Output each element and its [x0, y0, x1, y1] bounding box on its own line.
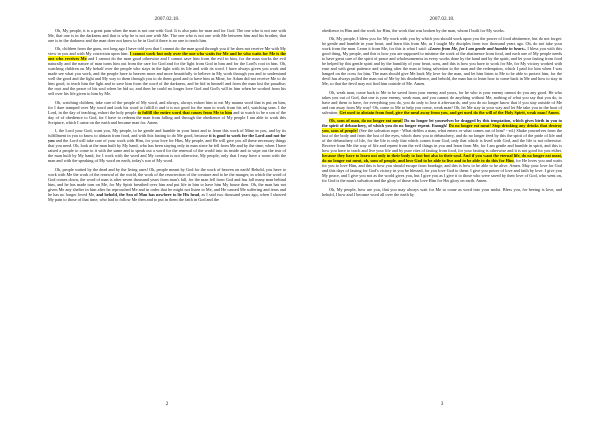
paragraph — [48, 28, 286, 43]
left-page-body — [48, 28, 286, 202]
text-run: I, the Lord your God, want you, My people, to be gentle and humble in your heart and to learn this work of Mine in you, and by its fulfillment in you to know to abstain from food, and with this fasting to do Me good, because — [48, 128, 286, 139]
text-run: Oh, children from the guns, not long ago I have told you that I cannot do the man good through you if he does not receive Me with My view in you and with My correction upon him. — [48, 46, 286, 57]
emphasis-run: and behold, the Son of Man has nowhere to lie His head — [96, 191, 200, 197]
text-run: and I cannot do the man good otherwise and I cannot save him from the evil in him, for the man works the evil naturally and the nature of man turns him out from the care for God and for the light from God in him and for the Lord's root in him. Oh, watching children on My behalf over the people who stays in the light with its life and with its word. I have always given you work and made see what you work, and the people have to heaven more and more beautifully to believe in My work through you and to understand well the good and the light and My way to them through you to do them good and to have him as Mine, for Adam did not receive Me to do him good, to teach him the light and to save him from the word of the darkness, and he hid in himself and from the man lost the paradise; the root and the peace of his soul when he hid so, and then he could no longer love God and God's will in him when he worked from his self over his life given to him by Me. — [48, 56, 286, 97]
text-run: I bless you with this good thing, My people, and this is how you are supposed to mistime the work of the abstinence from food, and each one of My people needs to have great care of the spirit of peace and wholesomeness in every works done by the hand and by the spirit, and let your fasting from food be helped by this gentle spirit and by the humility of your heart, sons, and this is how you have to work for Me, for My victory worked with ease and with great patience and waiting after the man to bring salvation to the man and the redemption, which I paid for him when I was hanged on the cross for him. The man should give Me back My love for the man, and let him listen to Me to be able to protect him, for the devil has always pulled the man out of Me by his disobedience, and behold, the man has to learn how to come back in Me and how to stay in Me, so that the devil may not find him outside of Me. Amen. — [322, 46, 562, 87]
paragraph — [322, 28, 562, 33]
emphasis-run: Oh, sons of man, do no longer eat meat! — [329, 118, 403, 124]
text-run: and to watch to be a son of the day of of obedience to God, for I have to redeem the man from falling and through the obedience of My people I am able to work this Scripture, which I came on the earth and became man for. Amen. — [48, 109, 287, 125]
paragraph — [322, 90, 562, 115]
emphasis-run: I cannot work but only over the one who waits for Me and he who waits for Me is the one who receives Me — [48, 51, 286, 62]
paragraph — [322, 36, 562, 86]
paragraph — [48, 128, 286, 163]
right-page-body — [322, 28, 562, 197]
paragraph — [322, 118, 562, 183]
emphasis-run: to fulfill the entire word that comes from Me to him — [137, 109, 233, 115]
text-run: Oh, My people, it is a great pain when the man is not one with God. It is also pain for man and for God. The one who is not one with Me, that one is in the darkness and that is why he is not one with Me. The one who is not one with Me between him and his brother, that one is in the darkness and the man does not know to be in God if there is no one to teach him. — [48, 28, 286, 44]
right-page-date: 2007.02.18. — [429, 16, 455, 22]
text-run: Oh, watching children, take care of the people of My word, and always, always exhort him to eat My manna word that is put on him, for I dare tramped over My word and took his word to fulfill it and it is not good for the man to work from his self, watching sons. I the Lord, in the day of teaching, exhort the holy people — [48, 99, 286, 115]
text-run: Oh, My people, how are you, that you may always wait for Me to come as word into your midst. Bless you, for beeing is love, and behold, I bow and I became word all over the earth by — [322, 186, 562, 197]
emphasis-run: it is good to work for the Lord and not for you — [48, 133, 287, 144]
text-run: and the Lord will take care of your work with Him, for your love for Him, My people, and He will give you all these necessary things that you need. Oh, look at the man built by My hand, who has been staying only in man since he fell from Me and by the time, when I have raised a people to come to it with the same and to speak out a word for the renewal of the world into its inside and to wipe out the tear of the man built by My hand, for I work with the word and My creation is not otherwise, My people, only that I may have a room with the man and with the speaking of My word on earth, today's son of My word. — [48, 138, 286, 164]
left-page-number: 2 — [165, 401, 169, 407]
text-run: Oh, My people, I bless you for My work with you by which you should work upon you the power of food abstinence, but do not forget: be gentle and humble in your heart, and learn this from Me, as I taught My disciples from two thousand years ago. Oh, do not take your work from the man. Learn it from Me, for this is what I said: — [322, 36, 562, 52]
text-run: , as I said two thousand years ago, when I showed My pain to those of that time, who had to follow Me then and to put in them the faith in God and the — [48, 191, 286, 202]
text-run: (See the salvation rope - What defiles a man, what enters or what comes out of him? - ed.) Shake yourselves from the lust of the body and from the lust of the eyes, which draw you to debauchery, and do no longer feed by this the spirit of the pride of life and of the debauchery of life, for the life is only that which comes from God, only that which is lived with God, and the life is not otherwise. Receive from Me the way of life and repent from the evil things in you and learn from Me, for I am gentle and humble in spirit, and this is how you have to teach and live your life and by pure rites of fasting from food, for your fasting is otherwise and it is not good for you either. — [322, 128, 563, 154]
emphasis-run: Do no longer let yourselves be dragged by this temptation, which gives birth in you to the spirit of debauchery, of which you do no longer repent. Enough! — [322, 118, 563, 129]
paragraph — [48, 100, 286, 125]
paragraph — [48, 46, 286, 96]
right-page — [300, 0, 600, 424]
left-page-date: 2007.02.18. — [154, 16, 180, 22]
text-run: , for He loves you and waits for you to love Him, and this is how you should escape from bondage, and this is how to be able to be alive. Amen. May your love for God and this days of fasting for God's victory in you be blessed, for you love God to them. I give you power of love and faith by love. I give you My peace, and I give you not as the world gives you, but I give you as I give it to those who were saved by their love of God, who went on, for God is the man's salvation and the glory of those who love Him for His glory on earth. Amen. — [322, 158, 562, 184]
emphasis-run: «Learn from Me, for I am gentle and humble in heart». — [427, 46, 527, 52]
emphasis-run: Do no longer eat meat! Stop drinking any drinks that destroy you, sons of people! — [322, 123, 563, 134]
paragraph — [322, 187, 562, 197]
text-run: Oh, weak man, come back to Me to be saved from your enemy and yours, for he who is your enemy cannot do you any good. He who takes you out of God, that one is your enemy, weak man, and you cannot do anything without Me, nothing of what you say that you do, to have and them to have, for everything you do, you do only to lose it afterwards, and you do no longer know that if you stay outside of Me and run away from My way! Oh, come to Me to help you come, weak man! Oh, let Me stay in your way and let Me take you in the boat of salvation. — [322, 89, 562, 115]
paragraph — [48, 167, 286, 202]
right-page-number: 3 — [440, 401, 444, 407]
emphasis-run: because they have to learn not only in their body to fast but also in their soul. And if you want the eternal life, do no longer eat meat, do no longer eat meat, oh, sons of people, and love God to be able to live and to be able to do this for Him — [322, 153, 562, 164]
emphasis-run: Get used to abstain from food, give the meal away from you, and get used do the will of the Holy Spirit, weak man! Amen. — [339, 109, 560, 115]
text-run: Oh, people waited by the dead and by the living ones! Oh, people meant by God for the work of heaven on earth! Behold, you have to work with Me the work of the renewal of the world, the work of the resurrection of the creature and to be the manger, in which the word of God comes down, the word of man is after seven thousand years from man's fall, for the man fell from God and has fall many man behind him, and he has made turn on Me, for My Spirit breathed over him and put life in him to have him My house then. Oh, the man has not given Me any shelter in him after he reproached Me and in order that he might not listen to Me, and He caused Me suffering and tears and he has no longer loved Me, — [48, 166, 286, 197]
text-run: obedience in Him and the work for Him, the work that was broken by the man, whom I built for My works. — [322, 28, 505, 33]
